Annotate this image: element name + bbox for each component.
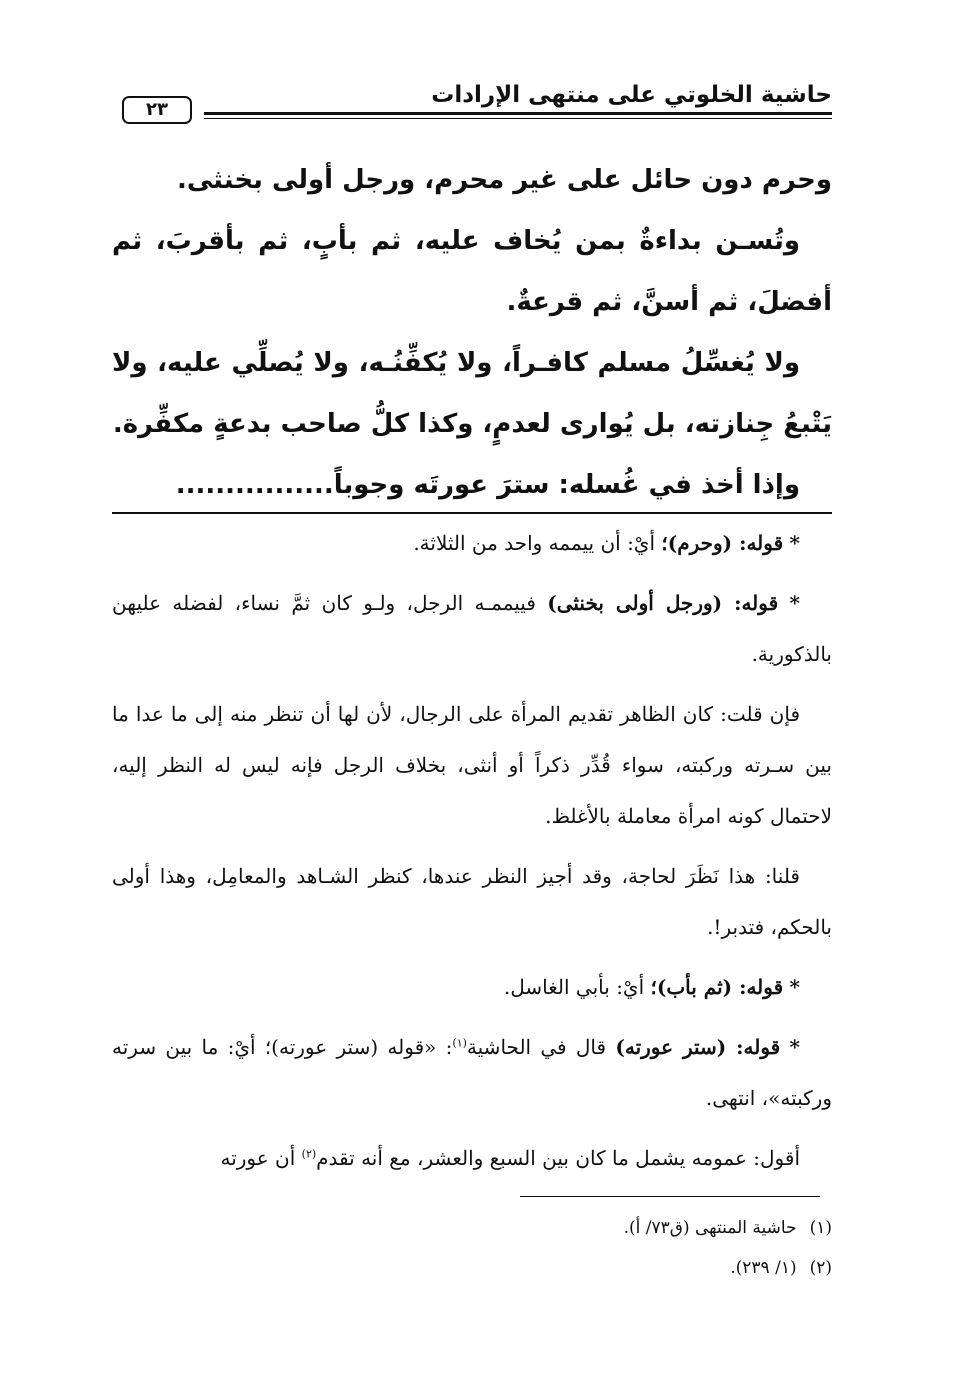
footnote-text: حاشية المنتهى (ق٧٣/ أ). bbox=[623, 1218, 797, 1238]
main-paragraph-4-text: وإذا أخذ في غُسله: سترَ عورتَه وجوباً bbox=[333, 470, 800, 500]
running-title: حاشية الخلوتي على منتهى الإرادات bbox=[431, 82, 832, 108]
page-number: ٢٣ bbox=[122, 96, 192, 124]
footnote-ref-2[interactable]: (٢) bbox=[301, 1147, 317, 1161]
commentary-text: فييممـه الرجل، ولـو كان ثمَّ نساء، لفضله عليهن بالذكورية. bbox=[112, 591, 832, 666]
commentary-text: أقول: عمومه يشمل ما كان بين السبع والعشر، مع أنه تقدم bbox=[316, 1146, 800, 1170]
commentary-item-3: فإن قلت: كان الظاهر تقديم المرأة على الرجال، لأن لها أن تنظر منه إلى ما عدا ما بين سـرته وركبته، سواء قُدِّر ذكراً أو أنثى، بخلاف الرجل فإنه ليس له النظر إليه، لاحتمال كونه امرأة معاملة بالأغلظ. bbox=[112, 702, 832, 828]
header-rule bbox=[204, 112, 832, 115]
quoted-phrase: قوله: (وحرم)؛ bbox=[661, 531, 784, 555]
commentary-item-4: قلنا: هذا نَظَرَ لحاجة، وقد أجيز النظر عندها، كنظر الشـاهد والمعامِل، وهذا أولى بالحكم، فتدبر!. bbox=[112, 864, 832, 939]
footnote-2 bbox=[112, 1248, 832, 1288]
footnote-ref-1[interactable]: (١) bbox=[452, 1036, 467, 1050]
commentary bbox=[112, 518, 832, 1184]
commentary-item-7 bbox=[112, 1133, 832, 1184]
bullet-mark: * bbox=[789, 591, 800, 615]
footnote-separator bbox=[520, 1196, 820, 1197]
commentary-text: أن عورته bbox=[220, 1146, 302, 1170]
text-separator bbox=[112, 512, 832, 514]
bullet-mark: * bbox=[789, 1035, 801, 1059]
continuation-dots: ................ bbox=[175, 470, 334, 500]
main-text bbox=[112, 150, 832, 516]
commentary-text: قال في الحاشية bbox=[466, 1035, 616, 1059]
quoted-phrase: قوله: (ثم بأب)؛ bbox=[650, 975, 784, 999]
bullet-mark: * bbox=[789, 975, 800, 999]
main-paragraph-1: وحرم دون حائل على غير محرم، ورجل أولى بخنثى. bbox=[176, 165, 832, 195]
quoted-phrase: قوله: (ورجل أولى بخنثى) bbox=[547, 591, 779, 615]
commentary-text: : «قوله (ستر عورته)؛ أيْ: ما بين سرته وركبته»، انتهى. bbox=[112, 1035, 832, 1110]
commentary-text: أيْ: بأبي الغاسل. bbox=[503, 975, 651, 999]
quoted-phrase: قوله: (ستر عورته) bbox=[615, 1035, 781, 1059]
footnote-number: (١) bbox=[809, 1218, 832, 1238]
commentary-text: أيْ: أن ييممه واحد من الثلاثة. bbox=[413, 531, 662, 555]
bullet-mark: * bbox=[789, 531, 800, 555]
footnote-text: (١/ ٢٣٩). bbox=[730, 1258, 797, 1278]
header-rule-thin bbox=[204, 118, 832, 119]
commentary-item-1 bbox=[112, 518, 832, 569]
footnote-number: (٢) bbox=[809, 1258, 832, 1278]
commentary-item-5 bbox=[112, 962, 832, 1013]
commentary-item-2 bbox=[112, 578, 832, 680]
footnotes bbox=[112, 1208, 832, 1288]
footnote-1 bbox=[112, 1208, 832, 1248]
main-paragraph-2: وتُسـن بداءةٌ بمن يُخاف عليه، ثم بأبٍ، ثم بأقربَ، ثم أفضلَ، ثم أسنَّ، ثم قرعةٌ. bbox=[112, 226, 832, 317]
main-paragraph-4 bbox=[112, 455, 832, 516]
main-paragraph-3: ولا يُغسِّلُ مسلم كافـراً، ولا يُكفِّنُـه، ولا يُصلِّي عليه، ولا يَتْبعُ جِنازته، بل يُوارى لعدمٍ، وكذا كلُّ صاحب بدعةٍ مكفِّرة. bbox=[112, 348, 832, 439]
commentary-item-6 bbox=[112, 1022, 832, 1124]
page-header bbox=[112, 78, 832, 128]
